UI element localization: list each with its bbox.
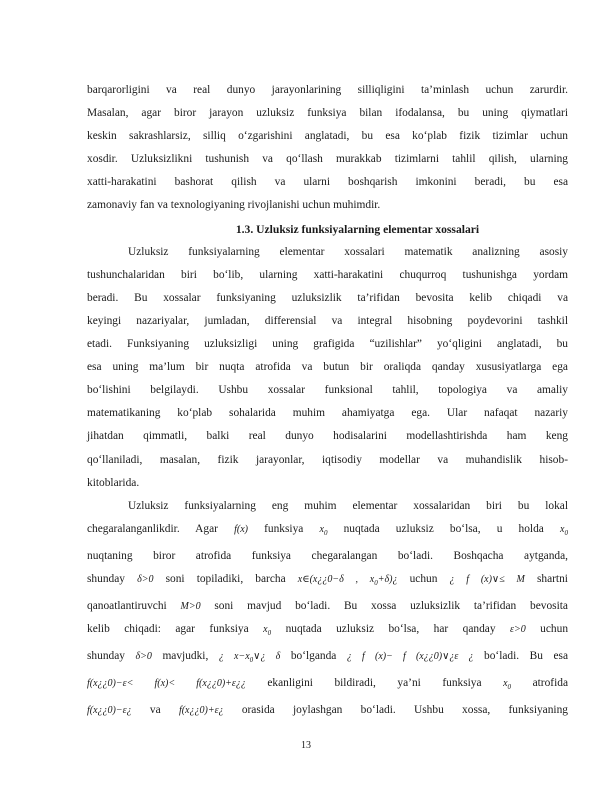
para2-line-10: qo‘llaniladi, masalan, fizik jarayonlar, iqtisodiy modellar va muhandislik hisob-	[87, 453, 568, 466]
formula-x0: $x_0$	[503, 678, 512, 692]
para3-line-2: chegaralanganlikdir. Agar f(x) funksiya $x_0$ nuqtada uzluksiz bo‘lsa, u holda $x_0$	[87, 522, 568, 537]
para3-line-6: kelib chiqadi: agar funksiya $x_0$ nuqtada uzluksiz bo‘lsa, har qanday ε>0 uchun	[87, 623, 569, 638]
formula-epsilon: ε>0	[510, 624, 526, 636]
para3-line-8: f(x¿¿0)−ε< f(x)< f(x¿¿0)+ε¿¿ ekanligini bildiradi, ya’ni funksiya $x_0$ atrofida	[87, 677, 568, 692]
para2-line-1: Uzluksiz funksiyalarning elementar xossalari matematik analizning asosiy	[128, 245, 568, 258]
para2-line-5: etadi. Funksiyaning uzluksizligi uning grafigida “uzilishlar” yo‘qligini anglatadi, bu	[87, 338, 568, 351]
para2-line-7: bo‘lishini belgilaydi. Ushbu xossalar funksional tahlil, topologiya va amaliy	[87, 384, 568, 397]
formula-inequality: f(x¿¿0)−ε< f(x)< f(x¿¿0)+ε¿¿	[87, 678, 246, 690]
para3-line-4: shunday δ>0 soni topiladiki, barcha x∈(x¿¿0−δ , $x_0+\delta)¿$ uchun ¿ f (x)∨≤ M shartni	[87, 572, 568, 587]
formula-lower: f(x¿¿0)−ε¿	[87, 705, 132, 717]
formula-x0: $x_0$	[560, 523, 568, 537]
formula-delta: δ>0	[137, 573, 154, 585]
formula-interval: x∈(x¿¿0−δ , $x_0+\delta)¿$	[297, 573, 398, 587]
section-heading: 1.3. Uzluksiz funksiyalarning elementar xossalari	[235, 222, 480, 236]
formula-abs-dx: ¿ $x-x_0\vee¿$ δ	[218, 651, 281, 665]
formula-delta: δ>0	[135, 651, 152, 663]
para2-line-4: keyingi nazariyalar, jumladan, differensial va integral hisobning poydevorini tashkil	[87, 314, 568, 327]
page-number: 13	[301, 740, 311, 751]
intro-line-4: xosdir. Uzluksizlikni tushunish va qo‘llash murakkab tizimlarni tahlil qilish, ularning	[87, 153, 568, 166]
para2-line-2: tushunchalaridan biri bo‘lib, ularning xatti-harakatini chuqurroq tushunishga yordam	[87, 268, 568, 281]
formula-upper: f(x¿¿0)+ε¿	[178, 705, 224, 717]
formula-m: M>0	[180, 601, 201, 613]
para3-line-3: nuqtaning biror atrofida funksiya chegaralangan bo‘ladi. Boshqacha aytganda,	[87, 549, 568, 562]
para2-line-3: beradi. Bu xossalar funksiyaning uzluksizlik ta’rifidan bevosita kelib chiqadi va	[87, 291, 568, 304]
para2-line-6: esa uning ma’lum bir nuqta atrofida va butun bir oraliqda qanday xususiyatlarga ega	[87, 361, 568, 374]
intro-line-5: xatti-harakatini bashorat qilish va ularni boshqarish imkonini beradi, bu esa	[87, 176, 568, 189]
intro-line-1: barqarorligini va real dunyo jarayonlarining silliqligini ta’minlash uchun zarurdir.	[87, 84, 568, 96]
formula-fx: f(x)	[234, 523, 248, 535]
para3-line-5: qanoatlantiruvchi M>0 soni mavjud bo‘ladi. Bu xossa uzluksizlik ta’rifidan bevosita	[87, 600, 568, 613]
para3-line-9: f(x¿¿0)−ε¿ va f(x¿¿0)+ε¿ orasida joylashgan bo‘ladi. Ushbu xossa, funksiyaning	[87, 704, 568, 717]
formula-x0: $x_0$	[319, 523, 328, 537]
para3-line-7: shunday δ>0 mavjudki, ¿ $x-x_0\vee¿$ δ bo‘lganda ¿ f (x)− f (x¿¿0)∨¿ε ¿ bo‘ladi. Bu esa	[87, 650, 569, 665]
formula-x0: $x_0$	[263, 624, 272, 638]
intro-line-2: Masalan, agar biror jarayon uzluksiz funksiya bilan ifodalansa, bu uning qiymatlari	[87, 107, 568, 120]
page-body	[87, 79, 568, 723]
para3-line-1: Uzluksiz funksiyalarning eng muhim elementar xossalaridan biri bu lokal	[128, 499, 568, 512]
formula-abs-df: ¿ f (x)− f (x¿¿0)∨¿ε ¿	[346, 651, 474, 663]
formula-bound: ¿ f (x)∨≤ M	[449, 573, 525, 585]
intro-line-3: keskin sakrashlarsiz, silliq o‘zgarishini anglatadi, bu esa ko‘plab fizik tizimlar uchun	[87, 130, 568, 143]
intro-line-6: zamonaviy fan va texnologiyaning rivojlanishi uchun muhimdir.	[87, 199, 381, 212]
para2-line-9: jihatdan qimmatli, balki real dunyo hodisalarini modellashtirishda ham keng	[87, 430, 568, 443]
para2-line-11: kitoblarida.	[87, 476, 140, 489]
para2-line-8: matematikaning ko‘plab sohalarida muhim ahamiyatga ega. Ular nafaqat nazariy	[87, 407, 568, 420]
